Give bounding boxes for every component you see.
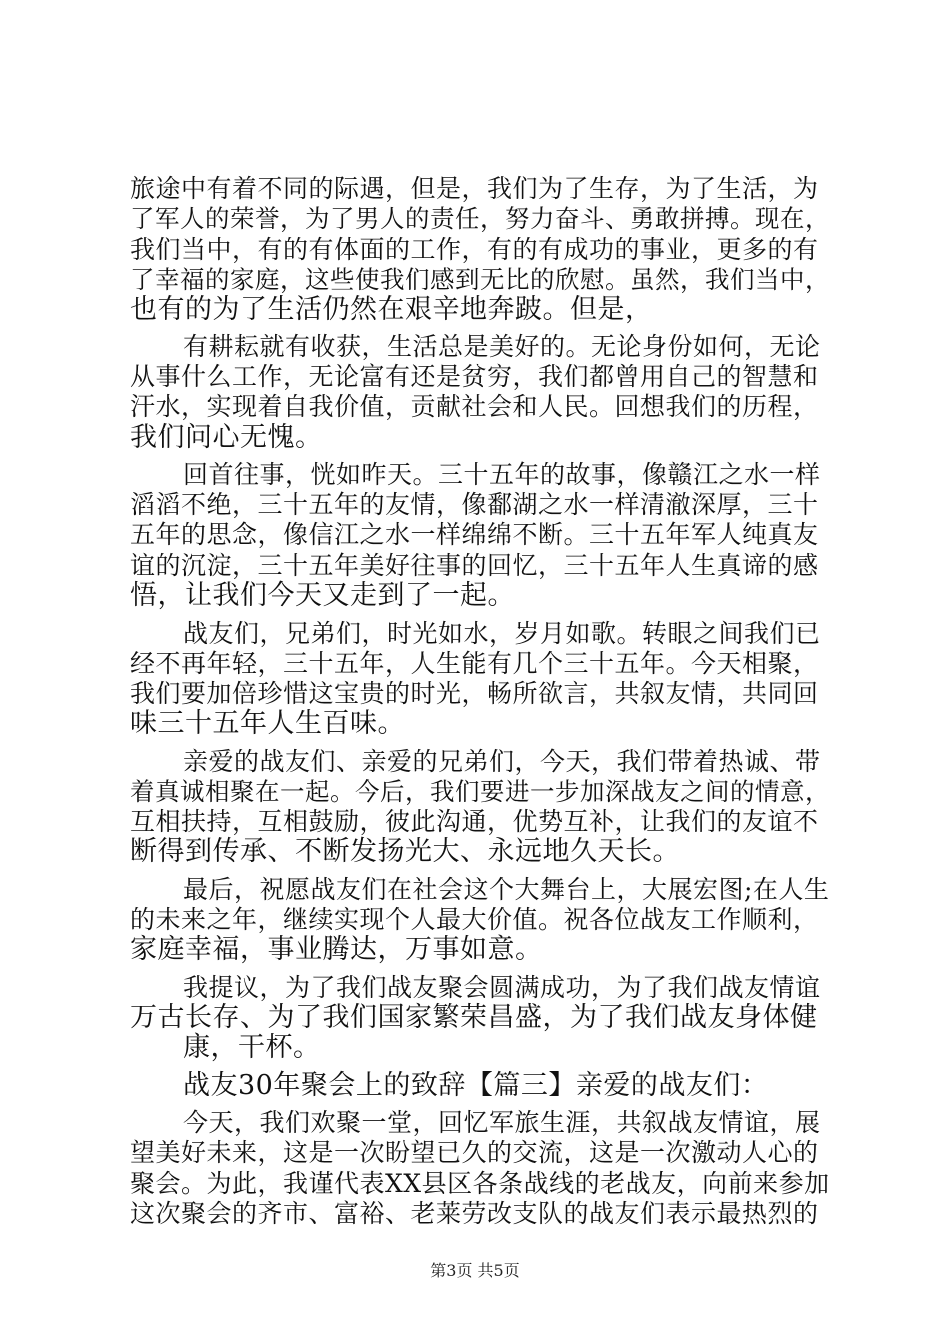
text-line: 味三十五年人生百味。 [130,708,405,739]
text-line: 滔滔不绝，三十五年的友情，像鄱湖之水一样清澈深厚，三十 [130,490,819,519]
text-line: 这次聚会的齐市、富裕、老莱劳改支队的战友们表示最热烈的 [130,1199,819,1228]
text-line: 战友30年聚会上的致辞【篇三】亲爱的战友们： [183,1070,769,1101]
text-line: 经不再年轻，三十五年，人生能有几个三十五年。今天相聚， [130,649,819,678]
text-line: 的未来之年，继续实现个人最大价值。祝各位战友工作顺利， [130,905,819,934]
text-line: 有耕耘就有收获，生活总是美好的。无论身份如何，无论 [183,332,821,361]
text-line: 我们当中，有的有体面的工作，有的有成功的事业，更多的有 [130,235,819,264]
text-line: 谊的沉淀，三十五年美好往事的回忆，三十五年人生真谛的感 [130,551,819,580]
text-line: 最后，祝愿战友们在社会这个大舞台上，大展宏图;在人生 [183,875,830,904]
text-line: 聚会。为此，我谨代表XX县区各条战线的老战友，向前来参加 [130,1169,830,1198]
text-line: 我们要加倍珍惜这宝贵的时光，畅所欲言，共叙友情，共同回 [130,679,819,708]
text-line: 望美好未来，这是一次盼望已久的交流，这是一次激动人心的 [130,1138,819,1167]
text-line: 汗水，实现着自我价值，贡献社会和人民。回想我们的历程， [130,392,819,421]
text-line: 万古长存、为了我们国家繁荣昌盛，为了我们战友身体健 [130,1002,818,1033]
text-line: 了幸福的家庭，这些使我们感到无比的欣慰。虽然，我们当中， [130,265,830,294]
text-line: 回首往事，恍如昨天。三十五年的故事，像赣江之水一样 [183,460,821,489]
page-footer: 第3页 共5页 [430,1261,520,1280]
text-line: 亲爱的战友们、亲爱的兄弟们，今天，我们带着热诚、带 [183,747,821,776]
text-line: 着真诚相聚在一起。今后，我们要进一步加深战友之间的情意， [130,777,830,806]
text-line: 旅途中有着不同的际遇，但是，我们为了生存，为了生活，为 [130,174,819,203]
text-line: 互相扶持，互相鼓励，彼此沟通，优势互补，让我们的友谊不 [130,807,819,836]
text-line: 断得到传承、不断发扬光大、永远地久天长。 [130,836,680,867]
text-line: 今天，我们欢聚一堂，回忆军旅生涯，共叙战友情谊，展 [183,1108,821,1137]
text-line: 战友们，兄弟们，时光如水，岁月如歌。转眼之间我们已 [183,619,821,648]
text-line: 从事什么工作，无论富有还是贫穷，我们都曾用自己的智慧和 [130,362,819,391]
text-line: 康，干杯。 [183,1032,321,1063]
text-line: 五年的思念，像信江之水一样绵绵不断。三十五年军人纯真友 [130,520,819,549]
text-line: 了军人的荣誉，为了男人的责任，努力奋斗、勇敢拼搏。现在， [130,204,830,233]
text-line: 我们问心无愧。 [130,422,323,453]
text-line: 我提议，为了我们战友聚会圆满成功，为了我们战友情谊 [183,973,821,1002]
text-line: 家庭幸福，事业腾达，万事如意。 [130,934,543,965]
text-line: 也有的为了生活仍然在艰辛地奔跛。但是， [130,294,653,325]
text-line: 悟，让我们今天又走到了一起。 [130,580,515,611]
